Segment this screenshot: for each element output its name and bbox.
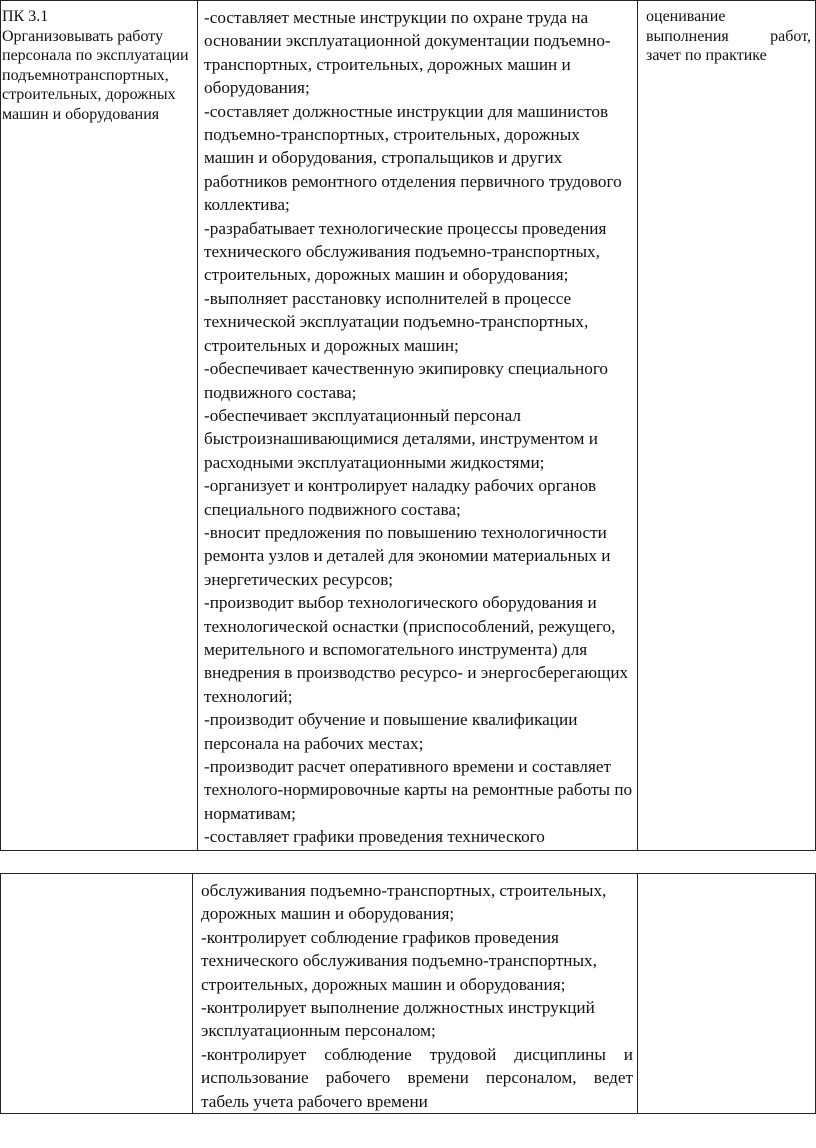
competence-table-bottom (0, 873, 816, 1114)
result-item: обслуживания подъемно-транспортных, строительных, дорожных машин и оборудования; (201, 881, 607, 924)
assessment-text: оценивание выполнения работ, зачет по практике (646, 8, 811, 64)
result-item: -обеспечивает эксплуатационный персонал быстроизнашивающимися деталями, инструментом и расходными эксплуатационными жидкостями; -организует и контролирует наладку рабочих органов специального подвижного состава; (204, 405, 598, 519)
result-item: -составляет местные инструкции по охране труда на основании эксплуатационной документации подъемно-транспортных, строительных, дорожных машин и оборудования; (204, 8, 611, 98)
result-item: -контролирует соблюдение графиков проведения технического обслуживания подъемно-транспортных, строительных, дорожных машин и оборудования; -контролирует выполнение должностных инструкций эксплуатационным персоналом; (201, 927, 597, 1041)
result-item: -составляет графики проведения технического (204, 827, 545, 847)
result-item: -производит расчет оперативного времени и составляет технолого-нормировочные карты на ремонтные работы по нормативам; (204, 757, 633, 823)
results-cell (193, 874, 638, 1114)
table-row (1, 874, 816, 1114)
result-item: -составляет должностные инструкции для машинистов подъемно-транспортных, строительных, дорожных машин и оборудования, стропальщиков и других работников ремонтного отделения первичного трудового коллектива; (204, 101, 622, 215)
table-row (1, 1, 816, 851)
assessment-cell (638, 1, 816, 851)
result-item: -обеспечивает качественную экипировку специального подвижного состава; (204, 359, 609, 402)
competence-cell (1, 1, 198, 851)
results-cell (198, 1, 638, 851)
result-item: -контролирует соблюдение трудовой дисциплины и использование рабочего времени персоналом, ведет табель учета рабочего времени (201, 1044, 633, 1111)
competence-code: ПК 3.1 (2, 8, 49, 25)
assessment-cell (638, 874, 816, 1114)
result-item: -производит обучение и повышение квалификации персонала на рабочих местах; (204, 710, 578, 753)
result-item: -вносит предложения по повышению технологичности ремонта узлов и деталей для экономии материальных и энергетических ресурсов; (204, 522, 611, 589)
competence-text (1, 874, 192, 880)
result-item: -разрабатывает технологические процессы проведения технического обслуживания подъемно-транспортных, строительных, дорожных машин и оборудования; -выполняет расстановку исполнителей в процессе технической эксплуатации подъемно-транспортных, строительных и дорожных машин; (204, 218, 607, 355)
competence-text: Организовывать работу персонала по эксплуатации подъемнотранспортных, строительных, дорожных машин и оборудования (2, 27, 189, 123)
assessment-text (638, 874, 815, 880)
competence-cell (1, 874, 193, 1114)
result-item: -производит выбор технологического оборудования и технологической оснастки (приспособлений, режущего, мерительного и вспомогательного инструмента) для внедрения в производство ресурсо- и энергосберегающих технологий; (204, 593, 629, 706)
